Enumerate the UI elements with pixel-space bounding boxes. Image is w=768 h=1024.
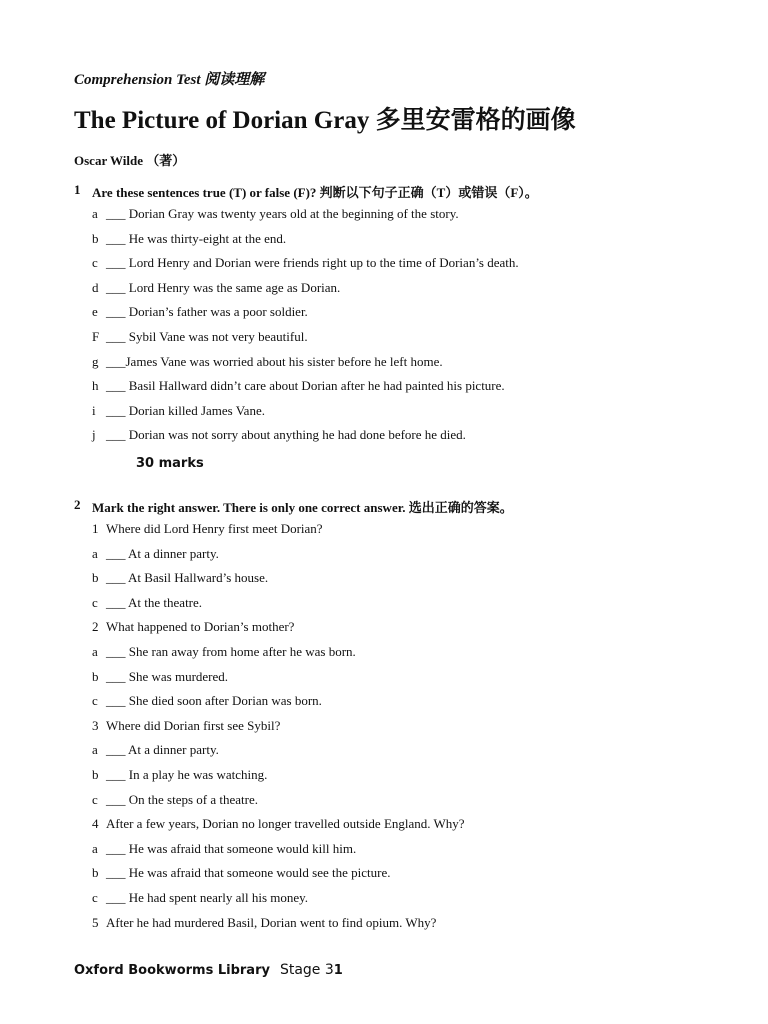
question-1-item-letter: c xyxy=(92,255,98,271)
question-2-item-text: ___ In a play he was watching. xyxy=(106,767,268,782)
question-2-item-text: ___ At a dinner party. xyxy=(106,545,219,561)
question-2-item-text: ___ At Basil Hallward’s house. xyxy=(106,570,269,586)
question-1-item-letter: F xyxy=(92,329,100,344)
question-1-item-text: ___ Lord Henry and Dorian were friends right up to the time of Dorian’s death. xyxy=(106,255,519,271)
question-2-item-text: ___ At a dinner party. xyxy=(106,742,219,758)
question-2-item-text: ___ He was afraid that someone would kill him. xyxy=(106,840,357,856)
question-1-item-text: ___ Lord Henry was the same age as Dorian. xyxy=(106,279,341,295)
question-2-item-letter: c xyxy=(92,594,98,610)
question-1-item-letter: d xyxy=(92,279,99,295)
question-2-number: 2 xyxy=(74,497,81,512)
question-1-instruction: Are these sentences true (T) or false (F)? 判断以下句子正确（T）或错误（F）。 xyxy=(92,185,538,200)
question-1-item-text: ___ Sybil Vane was not very beautiful. xyxy=(106,329,308,344)
question-1-item-text: ___James Vane was worried about his sister before he left home. xyxy=(106,353,443,369)
footer-library: Oxford Bookworms Library xyxy=(74,963,270,978)
question-2-item-letter: 5 xyxy=(92,914,99,930)
question-1-item-text: ___ He was thirty-eight at the end. xyxy=(106,230,287,246)
question-2-item-letter: a xyxy=(92,545,98,561)
question-1-item-letter: e xyxy=(92,304,98,320)
question-2-item-text: ___ She died soon after Dorian was born. xyxy=(106,693,322,709)
question-2-item-text: ___ She ran away from home after he was born. xyxy=(106,644,356,659)
question-2-item-letter: 1 xyxy=(92,521,99,536)
question-1-item-text: ___ Dorian Gray was twenty years old at the beginning of the story. xyxy=(106,206,459,221)
question-2-item-letter: b xyxy=(92,668,99,684)
question-2-item-letter: a xyxy=(92,840,98,856)
question-1-item-letter: i xyxy=(92,402,96,418)
marks-label: 30 marks xyxy=(136,456,204,471)
question-1-item-text: ___ Dorian killed James Vane. xyxy=(106,402,265,418)
section-label: Comprehension Test 阅读理解 xyxy=(74,72,265,88)
question-2-item-text: After a few years, Dorian no longer travelled outside England. Why? xyxy=(106,816,465,832)
question-2-item-letter: b xyxy=(92,767,99,782)
question-2-item-letter: a xyxy=(92,742,98,758)
question-2-item-text: Where did Dorian first see Sybil? xyxy=(106,717,281,733)
page-title: The Picture of Dorian Gray 多里安雷格的画像 xyxy=(74,107,576,134)
question-1-item-letter: g xyxy=(92,353,99,369)
question-2-item-letter: c xyxy=(92,693,98,709)
question-2-item-text: ___ He had spent nearly all his money. xyxy=(106,890,309,905)
question-1-item-text: ___ Dorian was not sorry about anything he had done before he died. xyxy=(106,427,466,443)
question-2-item-letter: a xyxy=(92,644,98,659)
question-2-item-text: ___ At the theatre. xyxy=(106,594,203,610)
question-1-item-letter: a xyxy=(92,206,98,221)
footer xyxy=(74,962,343,978)
question-2-instruction: Mark the right answer. There is only one correct answer. 选出正确的答案。 xyxy=(92,500,513,515)
question-1-number: 1 xyxy=(74,182,81,197)
page-number: 1 xyxy=(333,963,343,978)
question-2-item-letter: b xyxy=(92,570,99,586)
question-1-item-letter: b xyxy=(92,230,99,246)
question-2-item-letter: c xyxy=(92,890,98,905)
question-2-item-letter: c xyxy=(92,791,98,807)
question-2-item-text: ___ He was afraid that someone would see the picture. xyxy=(106,865,391,881)
question-2-item-text: ___ On the steps of a theatre. xyxy=(106,791,258,807)
question-2-item-letter: 2 xyxy=(92,619,99,635)
question-1-item-text: ___ Basil Hallward didn’t care about Dorian after he had painted his picture. xyxy=(106,378,505,394)
author-line: Oscar Wilde （著） xyxy=(74,153,186,168)
question-2-item-letter: 4 xyxy=(92,816,99,832)
question-2-item-text: ___ She was murdered. xyxy=(106,668,229,684)
question-2-item-text: After he had murdered Basil, Dorian went to find opium. Why? xyxy=(106,914,437,930)
question-1-item-letter: j xyxy=(92,427,96,443)
question-2-item-text: What happened to Dorian’s mother? xyxy=(106,619,295,635)
question-1-item-letter: h xyxy=(92,378,99,394)
question-2-item-letter: 3 xyxy=(92,717,99,733)
question-2-item-text: Where did Lord Henry first meet Dorian? xyxy=(106,521,323,536)
footer-stage: Stage 3 xyxy=(279,962,334,978)
question-2-item-letter: b xyxy=(92,865,99,881)
question-1-item-text: ___ Dorian’s father was a poor soldier. xyxy=(106,304,308,320)
